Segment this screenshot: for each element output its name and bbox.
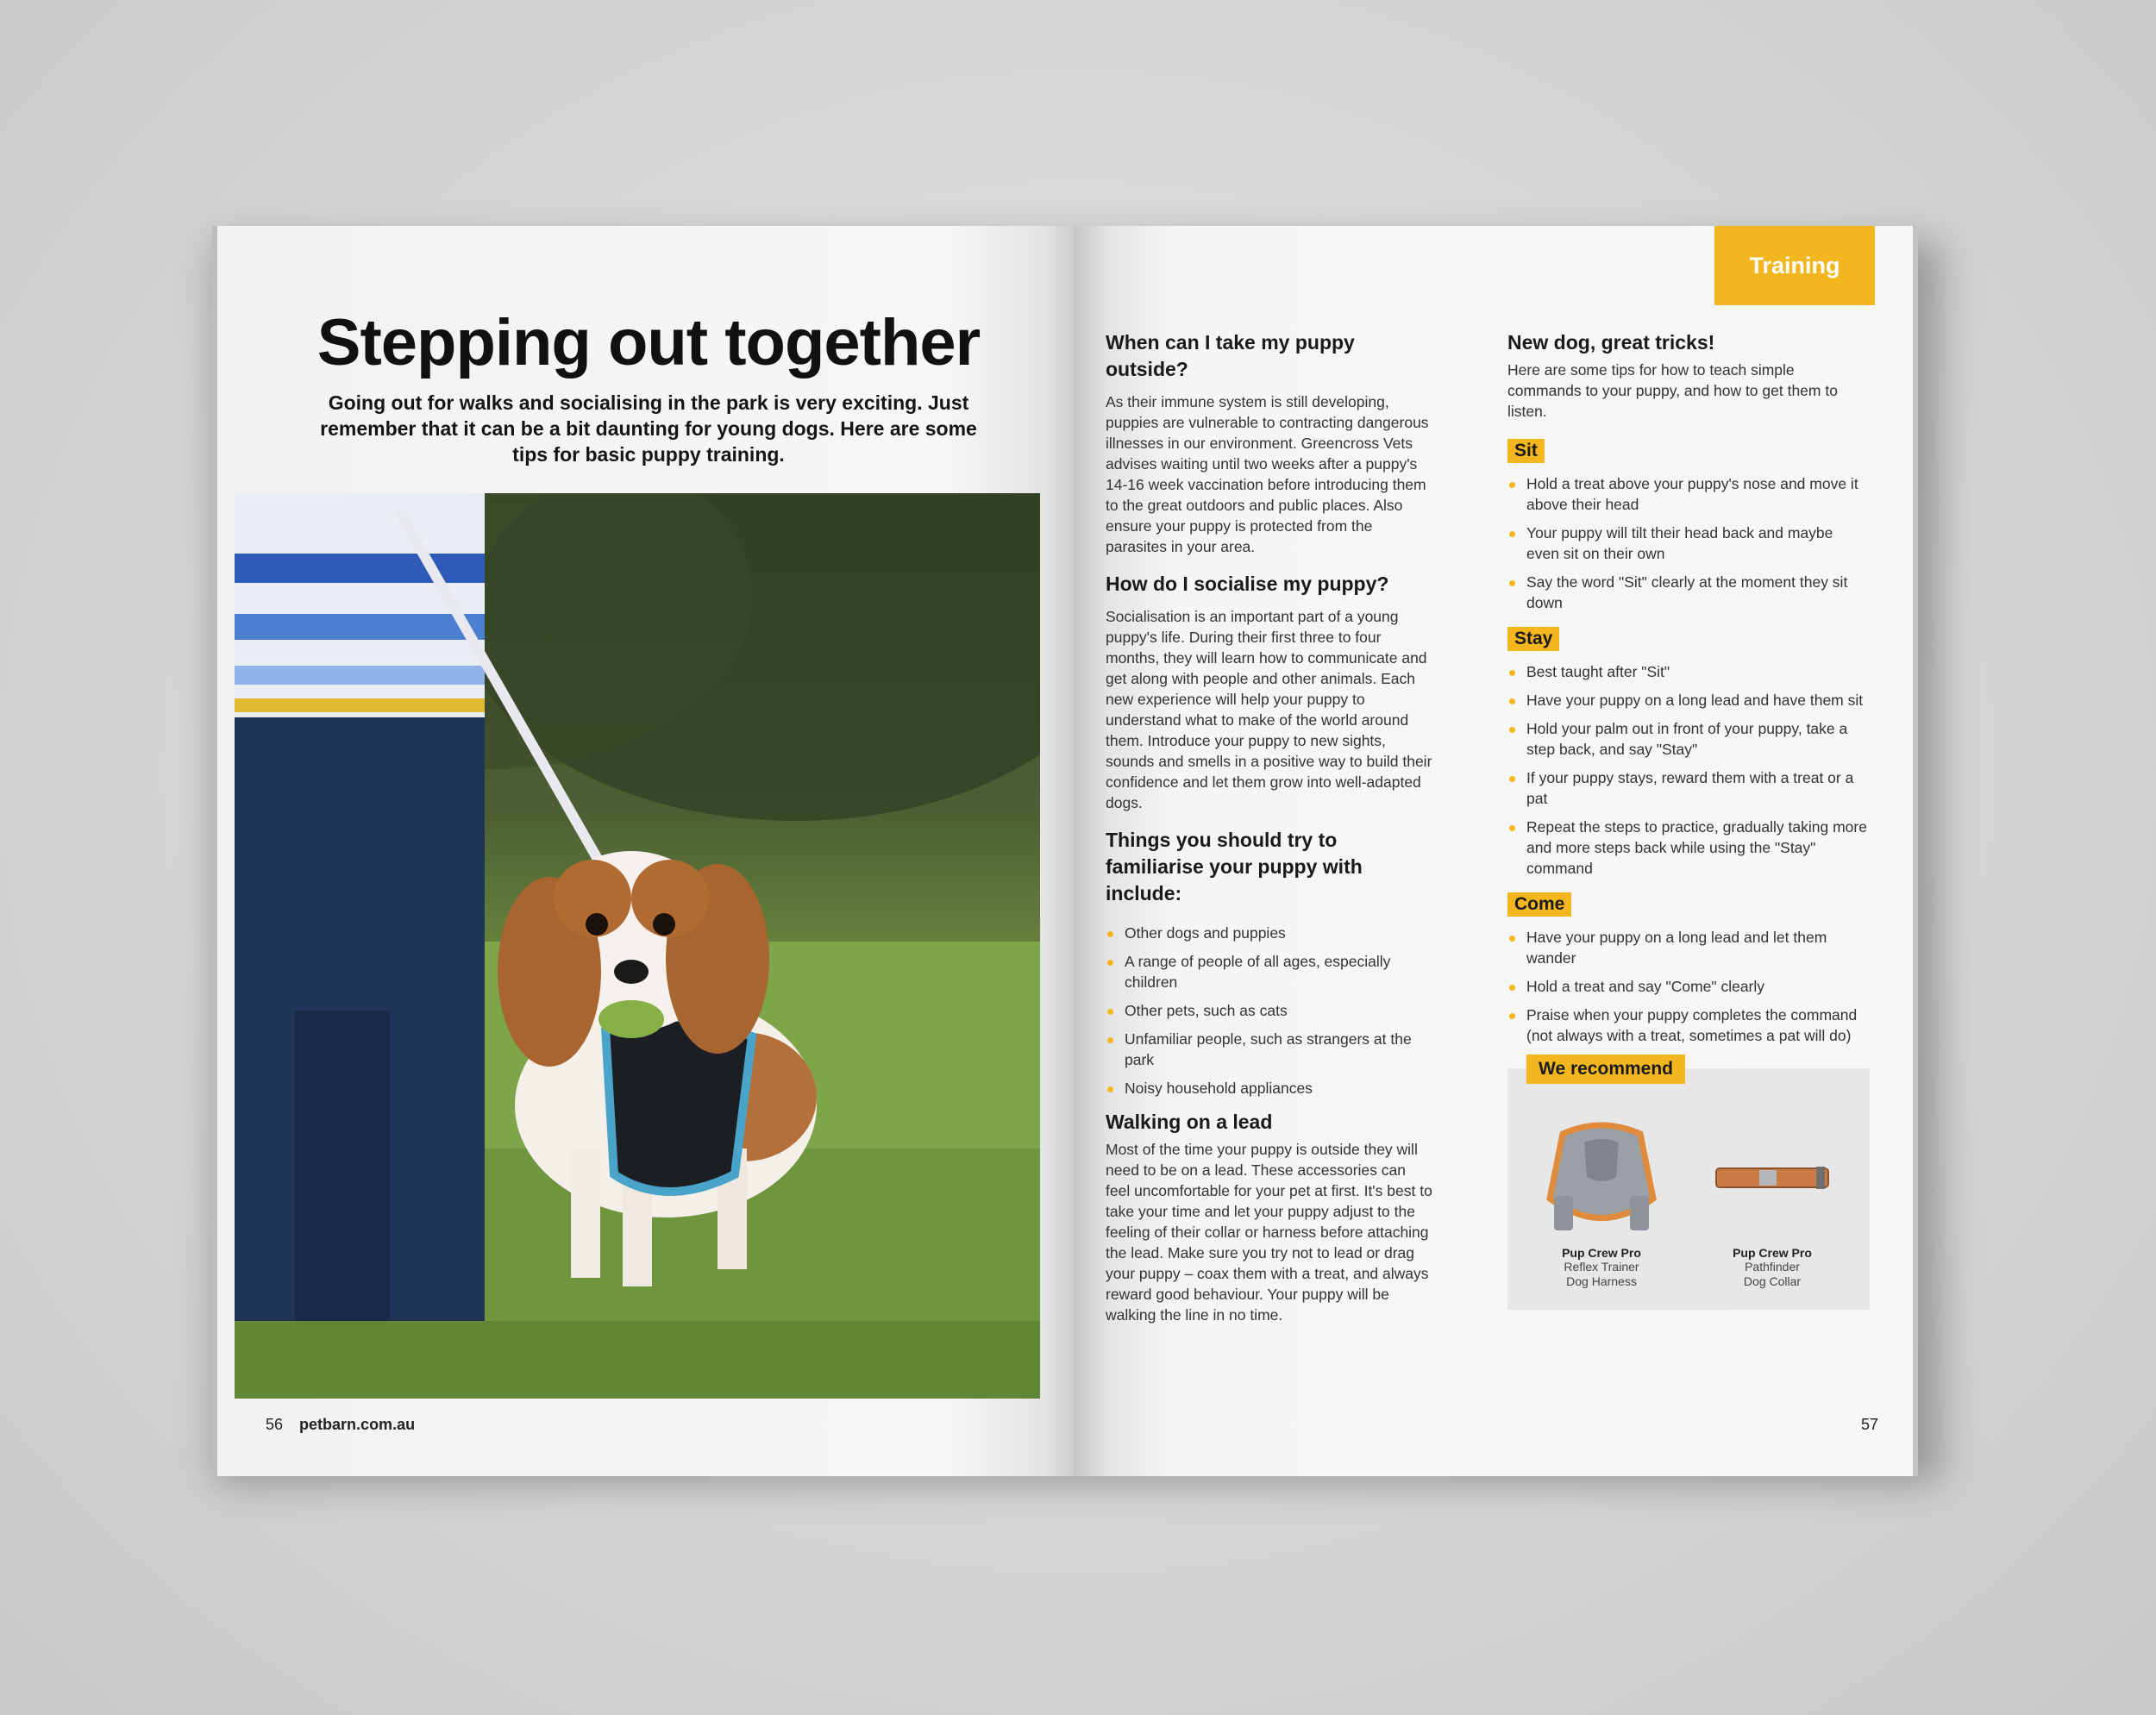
list-item: Hold a treat above your puppy's nose and move it above their head xyxy=(1507,473,1870,515)
stay-label: Stay xyxy=(1507,627,1559,651)
tricks-intro: Here are some tips for how to teach simple commands to your puppy, and how to get them to listen. xyxy=(1507,361,1838,420)
product-name: Reflex Trainer xyxy=(1564,1260,1639,1274)
when-heading: When can I take my puppy outside? xyxy=(1106,331,1355,380)
list-item: Other pets, such as cats xyxy=(1106,1000,1433,1021)
familiar-list xyxy=(1106,923,1433,1098)
harness-icon xyxy=(1537,1117,1666,1237)
list-item: Repeat the steps to practice, gradually taking more and more steps back while using the "Stay" command xyxy=(1507,817,1870,879)
list-item: Have your puppy on a long lead and let them wander xyxy=(1507,927,1870,968)
list-item: Say the word "Sit" clearly at the moment they sit down xyxy=(1507,572,1870,613)
product-harness xyxy=(1520,1117,1683,1289)
section-tab: Training xyxy=(1714,226,1875,305)
list-item: Have your puppy on a long lead and have them sit xyxy=(1507,690,1870,710)
stay-list xyxy=(1507,661,1870,879)
list-item: Noisy household appliances xyxy=(1106,1078,1433,1098)
page-number-left: 56 xyxy=(266,1416,284,1433)
list-item: Hold a treat and say "Come" clearly xyxy=(1507,976,1870,997)
lead-body: Most of the time your puppy is outside they will need to be on a lead. These accessories can feel uncomfortable for your pet at first. It's best to take your time and let your puppy adjust to the feeling of their collar or harness before attaching the lead. Make sure you try not to lead or drag your puppy – coax them with a treat, and always reward good behaviour. Your puppy will be walking the line in no time. xyxy=(1106,1141,1432,1324)
column-right xyxy=(1507,329,1870,1310)
left-footer xyxy=(266,1416,415,1434)
intro-text: Going out for walks and socialising in the park is very exciting. Just remember that it can be a bit daunting for young dogs. Here are some tips for basic puppy training. xyxy=(320,391,977,466)
sit-list xyxy=(1507,473,1870,613)
puppy-illustration xyxy=(235,493,1040,1399)
tricks-heading: New dog, great tricks! xyxy=(1507,331,1715,354)
recommend-box xyxy=(1507,1059,1870,1310)
social-heading: How do I socialise my puppy? xyxy=(1106,573,1389,595)
familiar-heading: Things you should try to familiarise your puppy with include: xyxy=(1106,829,1363,904)
list-item: A range of people of all ages, especially children xyxy=(1106,951,1433,992)
site-url: petbarn.com.au xyxy=(299,1416,416,1433)
collar-icon xyxy=(1708,1117,1837,1237)
product-name: Dog Collar xyxy=(1743,1274,1802,1288)
page-title: Stepping out together xyxy=(317,306,981,379)
list-item: Hold your palm out in front of your puppy, take a step back, and say "Stay" xyxy=(1507,718,1870,760)
puppy-photo xyxy=(235,493,1040,1399)
list-item: Praise when your puppy completes the command (not always with a treat, sometimes a pat will do) xyxy=(1507,1005,1870,1046)
product-brand: Pup Crew Pro xyxy=(1733,1246,1812,1260)
right-page xyxy=(1075,226,1918,1476)
column-left xyxy=(1106,329,1433,1339)
list-item: Unfamiliar people, such as strangers at the park xyxy=(1106,1029,1433,1070)
list-item: Other dogs and puppies xyxy=(1106,923,1433,943)
lead-heading: Walking on a lead xyxy=(1106,1111,1273,1133)
come-label: Come xyxy=(1507,892,1571,917)
list-item: Your puppy will tilt their head back and maybe even sit on their own xyxy=(1507,523,1870,564)
come-list xyxy=(1507,927,1870,1046)
list-item: Best taught after "Sit" xyxy=(1507,661,1870,682)
product-collar xyxy=(1690,1117,1854,1289)
product-brand: Pup Crew Pro xyxy=(1562,1246,1641,1260)
list-item: If your puppy stays, reward them with a treat or a pat xyxy=(1507,767,1870,809)
product-name: Pathfinder xyxy=(1745,1260,1800,1274)
when-body: As their immune system is still developing, puppies are vulnerable to contracting dangerous illnesses in our environment. Greencross Vets advises waiting until two weeks after a puppy's 14-16 week vaccination before introducing them to the great outdoors and public places. Also ensure your puppy is protected from the parasites in your area. xyxy=(1106,393,1429,555)
sit-label: Sit xyxy=(1507,439,1545,463)
recommend-label: We recommend xyxy=(1526,1055,1685,1084)
product-name: Dog Harness xyxy=(1566,1274,1637,1288)
social-body: Socialisation is an important part of a young puppy's life. During their first three to four months, they will learn how to communicate and get along with people and other animals. Each new experience will help your puppy to understand what to make of the world around them. Introduce your puppy to new sights, sounds and smells in a positive way to build their confidence and let them grow into well-adapted dogs. xyxy=(1106,608,1432,811)
left-page xyxy=(212,226,1080,1476)
page-number-right: 57 xyxy=(1860,1416,1878,1433)
